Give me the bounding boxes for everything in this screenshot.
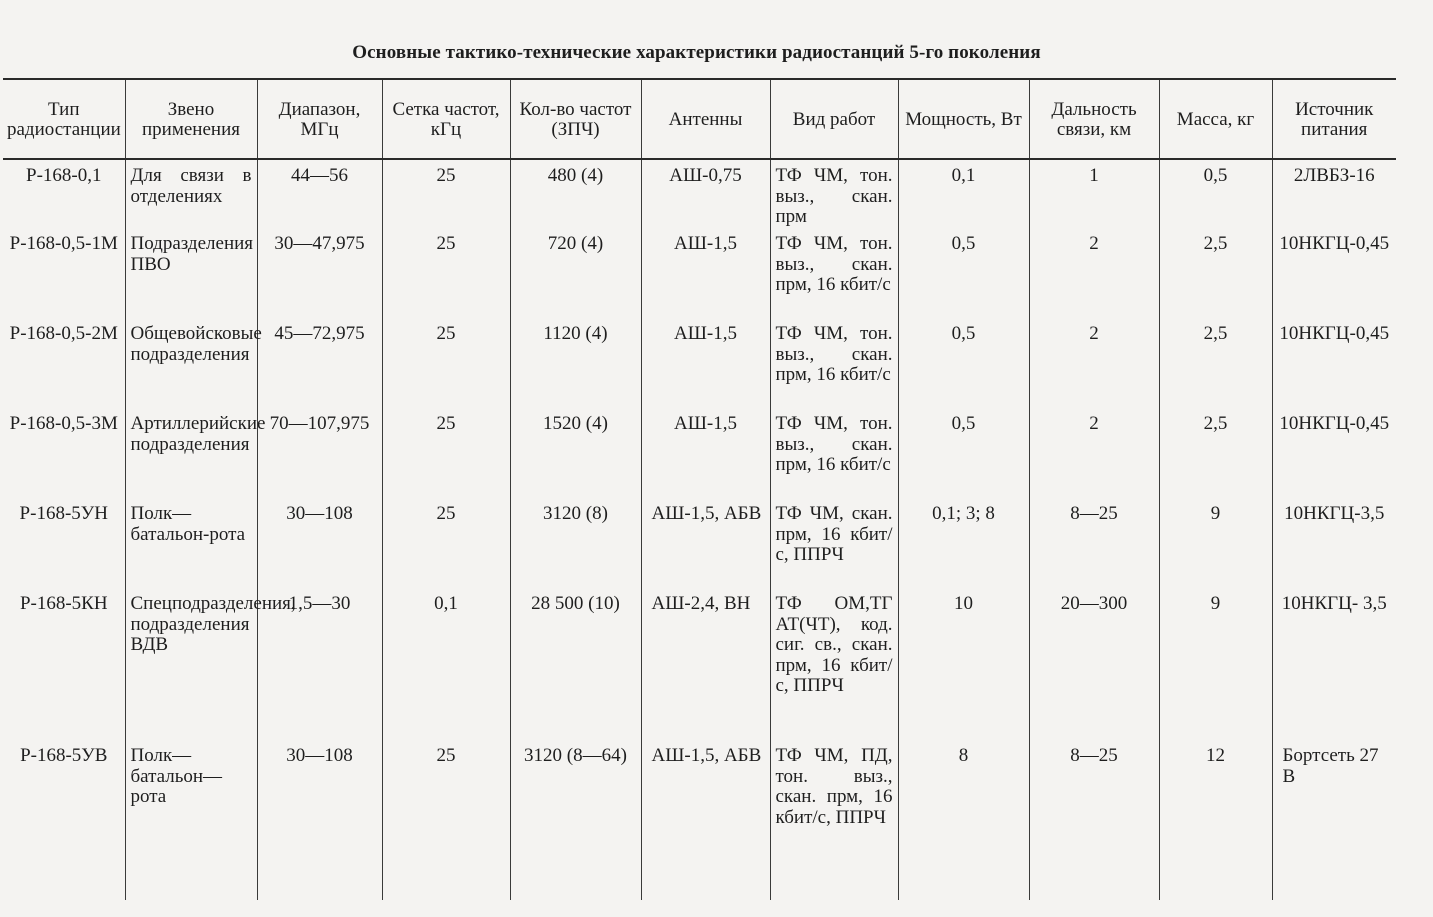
cell-mass: 12 <box>1159 740 1272 900</box>
cell-antenna: АШ-1,5, АБВ <box>641 498 770 588</box>
cell-count: 1520 (4) <box>510 408 641 498</box>
cell-range: 45—72,975 <box>257 318 382 408</box>
cell-antenna: АШ-0,75 <box>641 159 770 228</box>
cell-count: 1120 (4) <box>510 318 641 408</box>
cell-type: Р-168-5УН <box>3 498 125 588</box>
cell-mode: ТФ ЧМ, тон. выз., скан. прм, 16 кбит/с <box>770 408 898 498</box>
cell-range: 44—56 <box>257 159 382 228</box>
header-unit: Звено применения <box>125 79 257 159</box>
cell-source: 10НКГЦ-3,5 <box>1272 498 1396 588</box>
cell-type: Р-168-0,1 <box>3 159 125 228</box>
cell-range: 70—107,975 <box>257 408 382 498</box>
header-grid: Сетка частот, кГц <box>382 79 510 159</box>
cell-type: Р-168-0,5-2М <box>3 318 125 408</box>
cell-mass: 2,5 <box>1159 318 1272 408</box>
table-row <box>3 588 1396 740</box>
cell-source: 2ЛВБЗ-16 <box>1272 159 1396 228</box>
cell-antenna: АШ-1,5 <box>641 228 770 318</box>
cell-power: 8 <box>898 740 1029 900</box>
header-range: Диапазон, МГц <box>257 79 382 159</box>
cell-antenna: АШ-1,5, АБВ <box>641 740 770 900</box>
cell-count: 720 (4) <box>510 228 641 318</box>
cell-mode: ТФ ЧМ, скан. прм, 16 кбит/с, ППРЧ <box>770 498 898 588</box>
cell-antenna: АШ-2,4, ВН <box>641 588 770 740</box>
header-antenna: Антенны <box>641 79 770 159</box>
cell-power: 10 <box>898 588 1029 740</box>
cell-unit: Для связи в отделениях <box>125 159 257 228</box>
cell-distance: 2 <box>1029 228 1159 318</box>
header-type: Тип радиостанции <box>3 79 125 159</box>
cell-unit: Полк—батальон—рота <box>125 740 257 900</box>
table-row <box>3 159 1396 228</box>
table-title: Основные тактико-технические характеристики радиостанций 5-го поколения <box>352 42 1041 63</box>
cell-mass: 9 <box>1159 588 1272 740</box>
cell-grid: 25 <box>382 159 510 228</box>
cell-antenna: АШ-1,5 <box>641 408 770 498</box>
cell-source: 10НКГЦ-0,45 <box>1272 318 1396 408</box>
table-row <box>3 498 1396 588</box>
cell-unit: Артиллерийские подразделения <box>125 408 257 498</box>
header-row <box>3 79 1396 159</box>
cell-mass: 2,5 <box>1159 408 1272 498</box>
cell-unit: Полк—батальон-рота <box>125 498 257 588</box>
cell-power: 0,1 <box>898 159 1029 228</box>
cell-count: 3120 (8) <box>510 498 641 588</box>
cell-distance: 8—25 <box>1029 740 1159 900</box>
cell-type: Р-168-0,5-3М <box>3 408 125 498</box>
cell-grid: 25 <box>382 498 510 588</box>
cell-mode: ТФ ЧМ, тон. выз., скан. прм, 16 кбит/с <box>770 228 898 318</box>
cell-mass: 2,5 <box>1159 228 1272 318</box>
cell-source: 10НКГЦ-0,45 <box>1272 228 1396 318</box>
cell-power: 0,1; 3; 8 <box>898 498 1029 588</box>
header-power: Мощность, Вт <box>898 79 1029 159</box>
cell-range: 30—108 <box>257 498 382 588</box>
header-distance: Дальность связи, км <box>1029 79 1159 159</box>
cell-grid: 25 <box>382 408 510 498</box>
cell-distance: 20—300 <box>1029 588 1159 740</box>
cell-distance: 8—25 <box>1029 498 1159 588</box>
cell-antenna: АШ-1,5 <box>641 318 770 408</box>
table-row <box>3 408 1396 498</box>
cell-unit: Спецподразделения, подразделения ВДВ <box>125 588 257 740</box>
cell-grid: 25 <box>382 740 510 900</box>
header-count: Кол-во частот (ЗПЧ) <box>510 79 641 159</box>
table-row <box>3 740 1396 900</box>
cell-type: Р-168-5УВ <box>3 740 125 900</box>
cell-distance: 1 <box>1029 159 1159 228</box>
cell-mass: 9 <box>1159 498 1272 588</box>
cell-range: 30—108 <box>257 740 382 900</box>
cell-power: 0,5 <box>898 408 1029 498</box>
table-row <box>3 318 1396 408</box>
cell-source: 10НКГЦ-0,45 <box>1272 408 1396 498</box>
cell-count: 3120 (8—64) <box>510 740 641 900</box>
cell-unit: Общевойсковые подразделения <box>125 318 257 408</box>
cell-unit: Подразделения ПВО <box>125 228 257 318</box>
cell-mass: 0,5 <box>1159 159 1272 228</box>
cell-power: 0,5 <box>898 318 1029 408</box>
cell-mode: ТФ ЧМ, ПД, тон. выз., скан. прм, 16 кбит/с, ППРЧ <box>770 740 898 900</box>
header-source: Источник питания <box>1272 79 1396 159</box>
cell-range: 1,5—30 <box>257 588 382 740</box>
cell-type: Р-168-0,5-1М <box>3 228 125 318</box>
cell-mode: ТФ ОМ,ТГ АТ(ЧТ), код. сиг. св., скан. прм, 16 кбит/с, ППРЧ <box>770 588 898 740</box>
cell-source: 10НКГЦ- 3,5 <box>1272 588 1396 740</box>
cell-count: 480 (4) <box>510 159 641 228</box>
cell-grid: 0,1 <box>382 588 510 740</box>
specs-table <box>3 78 1396 900</box>
cell-grid: 25 <box>382 318 510 408</box>
cell-grid: 25 <box>382 228 510 318</box>
cell-mode: ТФ ЧМ, тон. выз., скан. прм, 16 кбит/с <box>770 318 898 408</box>
cell-count: 28 500 (10) <box>510 588 641 740</box>
cell-power: 0,5 <box>898 228 1029 318</box>
table-row <box>3 228 1396 318</box>
cell-mode: ТФ ЧМ, тон. выз., скан. прм <box>770 159 898 228</box>
cell-type: Р-168-5КН <box>3 588 125 740</box>
cell-distance: 2 <box>1029 318 1159 408</box>
cell-source: Бортсеть 27 В <box>1272 740 1396 900</box>
cell-distance: 2 <box>1029 408 1159 498</box>
cell-range: 30—47,975 <box>257 228 382 318</box>
header-mass: Масса, кг <box>1159 79 1272 159</box>
header-mode: Вид работ <box>770 79 898 159</box>
